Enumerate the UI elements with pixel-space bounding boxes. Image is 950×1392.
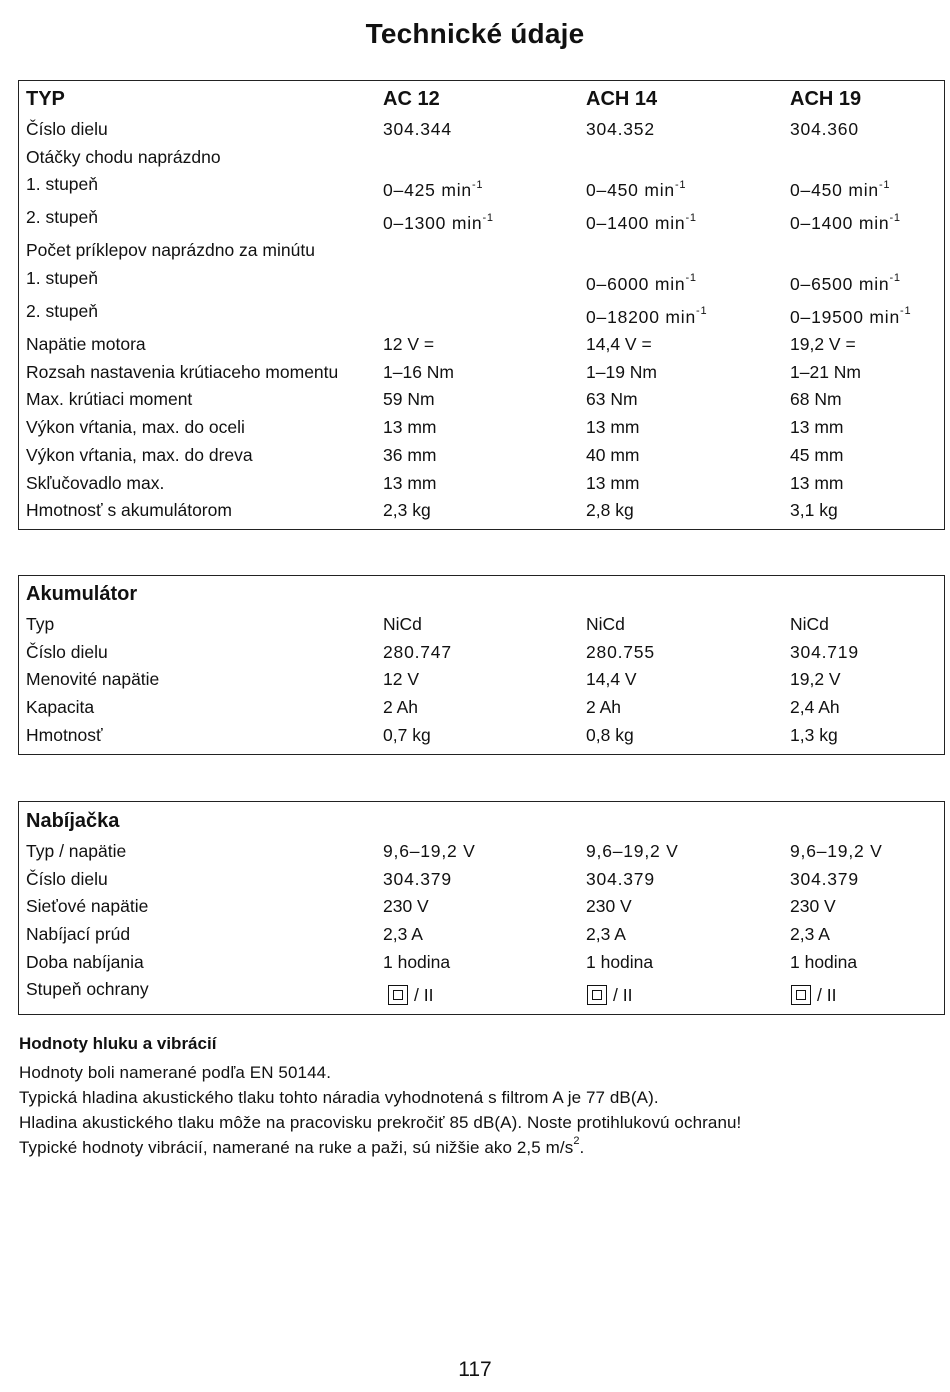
page-title: Technické údaje xyxy=(365,18,585,49)
cell-value: 1–16 Nm xyxy=(383,361,455,382)
cell-text: 0–425 min xyxy=(383,180,472,201)
cell-value: 19,2 V xyxy=(790,669,841,690)
cell-value xyxy=(791,976,836,1004)
cell-value: 68 Nm xyxy=(790,389,842,410)
table-row-part-no xyxy=(19,866,944,894)
table-row-speed-1 xyxy=(19,171,944,204)
cell-text: / II xyxy=(817,984,837,1005)
cell-text: 0–1400 min xyxy=(790,213,890,234)
cell-value: 1–21 Nm xyxy=(790,361,862,382)
protection-class xyxy=(791,982,836,1010)
noise-text: Typické hodnoty vibrácií, namerané na ruke a paži, sú nižšie ako 2,5 m/s xyxy=(19,1138,574,1157)
cell-value xyxy=(586,304,707,332)
table-row-weight xyxy=(19,722,944,750)
cell-value: 9,6–19,2 V xyxy=(790,841,883,861)
cell-value: 63 Nm xyxy=(586,389,638,410)
table-row-voltage xyxy=(19,666,944,694)
col-header-ac12: AC 12 xyxy=(383,88,440,110)
table-row-drill-wood xyxy=(19,442,944,470)
cell-value: 304.360 xyxy=(790,119,859,139)
row-label: 1. stupeň xyxy=(26,174,98,195)
cell-text: 0–6000 min xyxy=(586,274,686,295)
cell-value: 13 mm xyxy=(586,472,640,493)
cell-value: 304.379 xyxy=(383,868,452,889)
battery-table xyxy=(18,575,945,755)
double-insulation-icon xyxy=(587,985,607,1005)
unit-exponent: -1 xyxy=(889,211,901,224)
noise-line: Typická hladina akustického tlaku tohto náradia vyhodnotená s filtrom A je 77 dB(A). xyxy=(19,1088,659,1107)
table-row-type xyxy=(19,838,944,866)
table-row-voltage xyxy=(19,331,944,359)
row-label: 2. stupeň xyxy=(26,301,98,322)
cell-value xyxy=(790,271,901,299)
cell-value: 1 hodina xyxy=(383,951,451,972)
cell-value: 36 mm xyxy=(383,444,437,465)
cell-value: 19,2 V = xyxy=(790,334,856,355)
unit-exponent: -1 xyxy=(685,272,697,285)
cell-value: 2,3 A xyxy=(790,924,830,945)
double-insulation-icon xyxy=(388,985,408,1005)
cell-value: NiCd xyxy=(586,614,625,634)
row-label: Menovité napätie xyxy=(26,669,160,690)
cell-value: 280.747 xyxy=(383,641,452,662)
cell-text: 0–6500 min xyxy=(790,274,890,295)
unit-exponent: 2 xyxy=(573,1135,580,1148)
table-row-max-torque xyxy=(19,386,944,414)
row-label: Skľučovadlo max. xyxy=(26,472,165,493)
row-label: Číslo dielu xyxy=(26,119,108,139)
cell-text: 0–450 min xyxy=(586,180,675,201)
cell-value: NiCd xyxy=(790,614,829,634)
cell-value xyxy=(790,177,890,205)
cell-value: 0,7 kg xyxy=(383,724,431,745)
cell-value: 13 mm xyxy=(790,472,844,493)
cell-value xyxy=(383,210,494,238)
cell-value xyxy=(586,177,686,205)
row-label: Hmotnosť s akumulátorom xyxy=(26,500,232,521)
row-label: Výkon vŕtania, max. do oceli xyxy=(26,417,245,438)
cell-value: 1 hodina xyxy=(790,951,858,972)
cell-value: 9,6–19,2 V xyxy=(586,841,679,861)
table-row-speed-label xyxy=(19,144,944,172)
row-label: 1. stupeň xyxy=(26,268,98,289)
unit-exponent: -1 xyxy=(889,272,901,285)
row-label: Doba nabíjania xyxy=(26,951,144,972)
unit-exponent: -1 xyxy=(900,305,912,318)
row-label: Nabíjací prúd xyxy=(26,924,131,945)
cell-value xyxy=(790,210,901,238)
cell-value: 13 mm xyxy=(790,417,844,438)
table-row-weight xyxy=(19,497,944,525)
table-row-impacts-label xyxy=(19,237,944,265)
row-label: Sieťové napätie xyxy=(26,896,149,917)
unit-exponent: -1 xyxy=(878,178,891,191)
cell-value: 304.379 xyxy=(790,868,859,889)
cell-text: / II xyxy=(613,984,633,1005)
row-label: Napätie motora xyxy=(26,334,146,355)
cell-value: 2 Ah xyxy=(586,697,622,718)
row-label: Max. krútiaci moment xyxy=(26,389,193,410)
page-number: 117 xyxy=(458,1358,492,1381)
table-row-part-no xyxy=(19,116,944,144)
cell-value xyxy=(586,271,697,299)
row-label: Stupeň ochrany xyxy=(26,979,149,1000)
cell-value: 12 V xyxy=(383,669,419,690)
cell-value: 45 mm xyxy=(790,444,844,465)
cell-value: 304.344 xyxy=(383,119,452,139)
row-label: 2. stupeň xyxy=(26,207,98,228)
protection-class xyxy=(388,982,433,1010)
table-row-capacity xyxy=(19,694,944,722)
protection-class xyxy=(587,982,632,1010)
row-label: Typ / napätie xyxy=(26,841,127,861)
cell-text: 0–18200 min xyxy=(586,307,696,328)
table-row-part-no xyxy=(19,639,944,667)
row-label: Kapacita xyxy=(26,697,95,718)
row-label: Číslo dielu xyxy=(26,641,108,662)
row-label: Rozsah nastavenia krútiaceho momentu xyxy=(26,361,339,382)
cell-value: NiCd xyxy=(383,614,422,634)
cell-value: 9,6–19,2 V xyxy=(383,841,476,861)
table-row-mains xyxy=(19,893,944,921)
col-header-ach14: ACH 14 xyxy=(586,88,658,110)
cell-text: 0–1400 min xyxy=(586,213,686,234)
table-row-drill-steel xyxy=(19,414,944,442)
section-title: Hodnoty hluku a vibrácií xyxy=(19,1034,217,1053)
noise-vibration-section xyxy=(19,1032,939,1160)
col-header-type: TYP xyxy=(26,88,65,110)
table-header-row xyxy=(19,804,944,838)
cell-value: 1,3 kg xyxy=(790,724,838,745)
unit-exponent: -1 xyxy=(674,178,687,191)
cell-text: 0–450 min xyxy=(790,180,879,201)
charger-table xyxy=(18,801,945,1015)
cell-value xyxy=(586,210,697,238)
cell-value: 1 hodina xyxy=(586,951,654,972)
cell-value: 3,1 kg xyxy=(790,500,838,521)
section-title: Akumulátor xyxy=(26,583,138,605)
specs-table xyxy=(18,80,945,530)
cell-text: 0–1300 min xyxy=(383,213,483,234)
cell-value: 59 Nm xyxy=(383,389,435,410)
table-row-impacts-2 xyxy=(19,298,944,331)
cell-value: 13 mm xyxy=(383,417,437,438)
table-row-chuck xyxy=(19,470,944,498)
table-row-torque-range xyxy=(19,359,944,387)
table-row-current xyxy=(19,921,944,949)
cell-value: 14,4 V xyxy=(586,669,637,690)
cell-value: 12 V = xyxy=(383,334,435,355)
cell-value: 2,3 A xyxy=(383,924,423,945)
cell-value xyxy=(383,177,483,205)
row-label: Otáčky chodu naprázdno xyxy=(26,146,221,167)
row-label: Číslo dielu xyxy=(26,868,108,889)
unit-exponent: -1 xyxy=(685,211,697,224)
col-header-ach19: ACH 19 xyxy=(790,88,862,110)
table-row-impacts-1 xyxy=(19,265,944,298)
double-insulation-icon xyxy=(791,985,811,1005)
cell-value: 280.755 xyxy=(586,641,655,662)
cell-value: 2,3 A xyxy=(586,924,626,945)
table-row-protection xyxy=(19,976,944,1009)
table-header-row xyxy=(19,82,944,116)
cell-value: 14,4 V = xyxy=(586,334,652,355)
cell-value: 2 Ah xyxy=(383,697,419,718)
cell-value: 13 mm xyxy=(586,417,640,438)
cell-text: / II xyxy=(414,984,434,1005)
noise-line: Hodnoty boli namerané podľa EN 50144. xyxy=(19,1063,332,1082)
unit-exponent: -1 xyxy=(471,178,484,191)
cell-value xyxy=(388,976,433,1004)
cell-value: 2,3 kg xyxy=(383,500,431,521)
cell-value: 304.719 xyxy=(790,641,859,662)
cell-value: 230 V xyxy=(586,896,632,917)
unit-exponent: -1 xyxy=(482,211,494,224)
noise-line xyxy=(19,1135,939,1160)
table-row-speed-2 xyxy=(19,204,944,237)
table-row-time xyxy=(19,949,944,977)
cell-value: 40 mm xyxy=(586,444,640,465)
cell-value: 230 V xyxy=(383,896,429,917)
noise-line: Hladina akustického tlaku môže na pracovisku prekročiť 85 dB(A). Noste protihlukovú ochranu! xyxy=(19,1113,742,1132)
cell-value: 2,4 Ah xyxy=(790,697,840,718)
table-header-row xyxy=(19,577,944,611)
row-label: Hmotnosť xyxy=(26,724,103,745)
cell-value: 0,8 kg xyxy=(586,724,634,745)
row-label: Typ xyxy=(26,614,55,634)
row-label: Výkon vŕtania, max. do dreva xyxy=(26,444,253,465)
cell-value xyxy=(587,976,632,1004)
cell-value: 13 mm xyxy=(383,472,437,493)
row-label: Počet príklepov naprázdno za minútu xyxy=(26,240,315,261)
noise-text-end: . xyxy=(579,1138,585,1157)
cell-value: 304.379 xyxy=(586,868,655,889)
section-title: Nabíjačka xyxy=(26,810,120,832)
cell-value: 230 V xyxy=(790,896,836,917)
cell-text: 0–19500 min xyxy=(790,307,900,328)
cell-value: 2,8 kg xyxy=(586,500,634,521)
cell-value xyxy=(790,304,911,332)
cell-value: 1–19 Nm xyxy=(586,361,658,382)
cell-value: 304.352 xyxy=(586,119,655,139)
unit-exponent: -1 xyxy=(696,305,708,318)
table-row-type xyxy=(19,611,944,639)
